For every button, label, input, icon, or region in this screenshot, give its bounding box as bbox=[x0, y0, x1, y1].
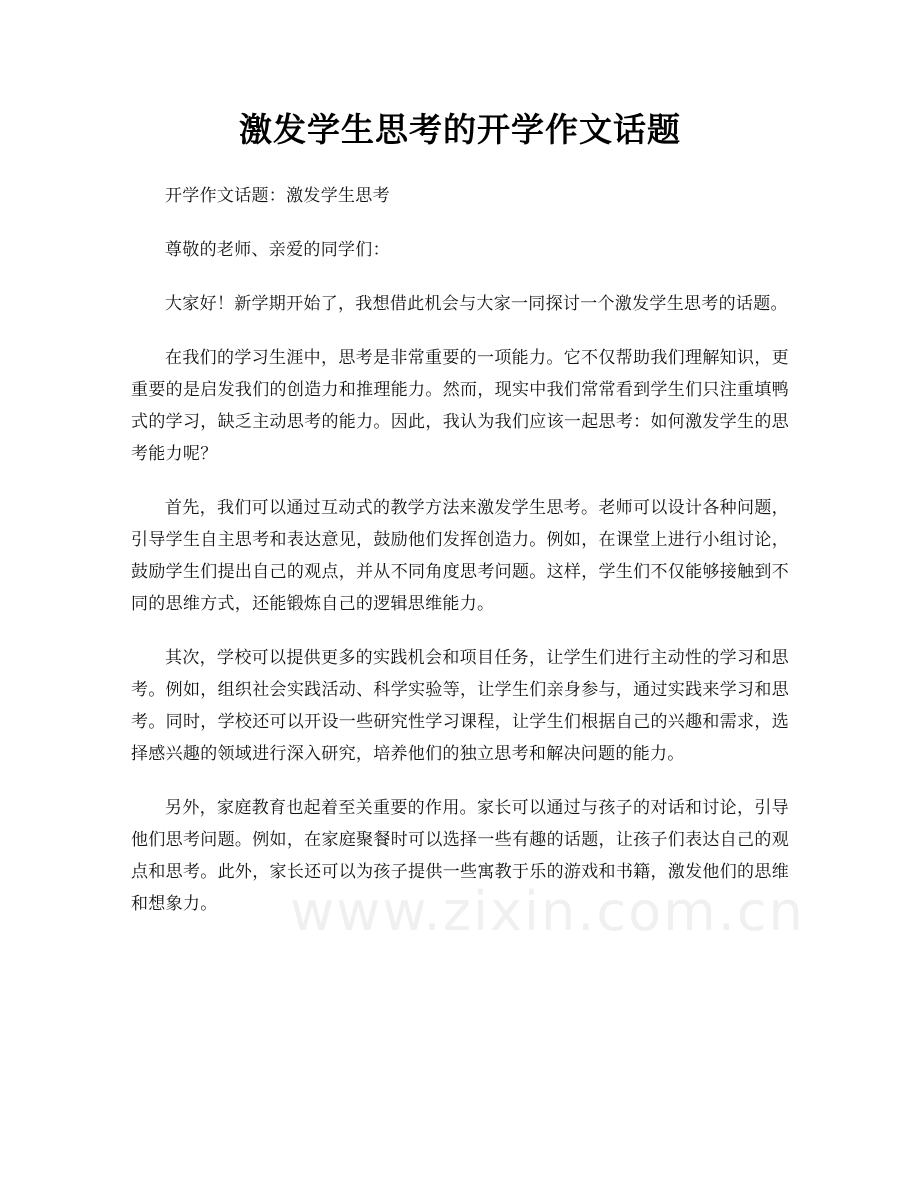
paragraph-topic: 开学作文话题：激发学生思考 bbox=[165, 186, 390, 206]
document-body bbox=[131, 180, 789, 942]
paragraph-third: 另外，家庭教育也起着至关重要的作用。家长可以通过与孩子的对话和讨论，引导他们思考问题。例如，在家庭聚餐时可以选择一些有趣的话题，让孩子们表达自己的观点和思考。此外，家长还可以为孩子提供一些寓教于乐的游戏和书籍，激发他们的思维和想象力。 bbox=[131, 798, 789, 914]
watermark: www.zixin.com.cn bbox=[290, 880, 805, 943]
paragraph-intro: 大家好！新学期开始了，我想借此机会与大家一同探讨一个激发学生思考的话题。 bbox=[165, 294, 788, 314]
paragraph-importance: 在我们的学习生涯中，思考是非常重要的一项能力。它不仅帮助我们理解知识，更重要的是启发我们的创造力和推理能力。然而，现实中我们常常看到学生们只注重填鸭式的学习，缺乏主动思考的能力。因此，我认为我们应该一起思考：如何激发学生的思考能力呢？ bbox=[131, 348, 789, 464]
paragraph-second: 其次，学校可以提供更多的实践机会和项目任务，让学生们进行主动性的学习和思考。例如，组织社会实践活动、科学实验等，让学生们亲身参与，通过实践来学习和思考。同时，学校还可以开设一些研究性学习课程，让学生们根据自己的兴趣和需求，选择感兴趣的领域进行深入研究，培养他们的独立思考和解决问题的能力。 bbox=[131, 648, 789, 764]
paragraph-greeting: 尊敬的老师、亲爱的同学们： bbox=[165, 240, 390, 260]
document-title: 激发学生思考的开学作文话题 bbox=[239, 110, 681, 149]
paragraph-first: 首先，我们可以通过互动式的教学方法来激发学生思考。老师可以设计各种问题，引导学生自主思考和表达意见，鼓励他们发挥创造力。例如，在课堂上进行小组讨论，鼓励学生们提出自己的观点，并从不同角度思考问题。这样，学生们不仅能够接触到不同的思维方式，还能锻炼自己的逻辑思维能力。 bbox=[131, 498, 789, 614]
